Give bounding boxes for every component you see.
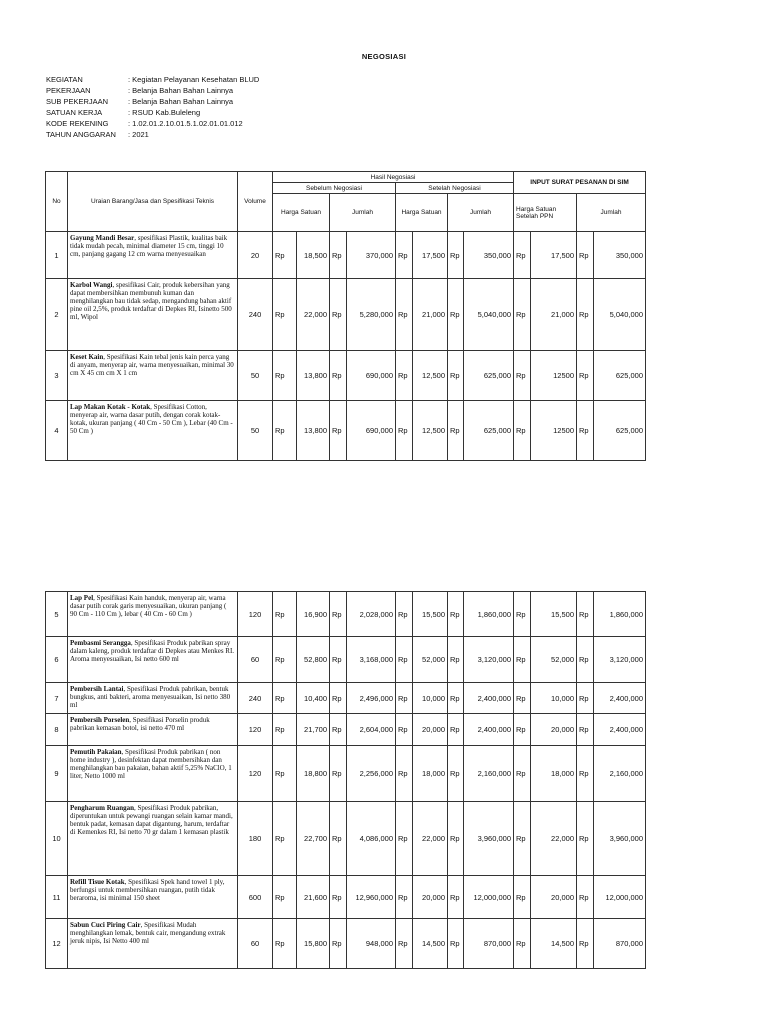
table-row: [46, 802, 646, 876]
currency-label: Rp: [514, 683, 531, 714]
header-jumlah-1: Jumlah: [330, 194, 396, 232]
table-row: [46, 876, 646, 919]
harga-satuan-setelah: 21,000: [413, 279, 448, 351]
jumlah-sebelum: 2,604,000: [347, 714, 396, 746]
currency-label: Rp: [448, 637, 464, 683]
currency-label: Rp: [330, 802, 347, 876]
harga-satuan-sebelum: 21,600: [297, 876, 330, 919]
jumlah-setelah: 2,160,000: [464, 746, 514, 802]
jumlah-setelah: 625,000: [464, 401, 514, 461]
table-row: [46, 592, 646, 637]
table-row: [46, 351, 646, 401]
row-no: 6: [46, 637, 68, 683]
row-no: 5: [46, 592, 68, 637]
row-description: [68, 637, 238, 683]
currency-label: Rp: [448, 592, 464, 637]
currency-label: Rp: [396, 401, 413, 461]
harga-satuan-setelah: 22,000: [413, 802, 448, 876]
meta-key: TAHUN ANGGARAN: [46, 130, 116, 139]
row-volume: 120: [238, 746, 273, 802]
currency-label: Rp: [577, 592, 594, 637]
currency-label: Rp: [514, 714, 531, 746]
header-sebelum: Sebelum Negosiasi: [273, 183, 396, 194]
header-harga-satuan-1: Harga Satuan: [273, 194, 330, 232]
harga-satuan-setelah: 12,500: [413, 351, 448, 401]
currency-label: Rp: [448, 919, 464, 969]
row-no: 7: [46, 683, 68, 714]
currency-label: Rp: [273, 401, 297, 461]
currency-label: Rp: [273, 683, 297, 714]
page-title: NEGOSIASI: [361, 52, 407, 61]
currency-label: Rp: [514, 279, 531, 351]
harga-satuan-sebelum: 18,500: [297, 232, 330, 279]
harga-satuan-ppn: 22,000: [531, 802, 577, 876]
header-no: No: [46, 172, 68, 232]
item-name: Karbol Wangi: [70, 281, 113, 289]
row-volume: 50: [238, 351, 273, 401]
jumlah-sebelum: 948,000: [347, 919, 396, 969]
row-description: [68, 232, 238, 279]
row-description: [68, 279, 238, 351]
row-description: [68, 802, 238, 876]
currency-label: Rp: [577, 351, 594, 401]
meta-key: KODE REKENING: [46, 119, 109, 128]
harga-satuan-sebelum: 21,700: [297, 714, 330, 746]
currency-label: Rp: [577, 279, 594, 351]
table-row: [46, 714, 646, 746]
row-no: 10: [46, 802, 68, 876]
row-no: 9: [46, 746, 68, 802]
currency-label: Rp: [396, 637, 413, 683]
table-row: [46, 746, 646, 802]
row-no: 2: [46, 279, 68, 351]
item-name: Pembersih Lantai: [70, 685, 124, 693]
currency-label: Rp: [577, 802, 594, 876]
currency-label: Rp: [514, 351, 531, 401]
negotiation-table-bottom: [45, 591, 646, 969]
harga-satuan-setelah: 20,000: [413, 714, 448, 746]
row-no: 12: [46, 919, 68, 969]
currency-label: Rp: [577, 876, 594, 919]
jumlah-sim: 625,000: [594, 351, 646, 401]
harga-satuan-setelah: 20,000: [413, 876, 448, 919]
harga-satuan-ppn: 14,500: [531, 919, 577, 969]
jumlah-setelah: 3,960,000: [464, 802, 514, 876]
currency-label: Rp: [330, 232, 347, 279]
item-spec: , Spesifikasi Kain tebal jenis kain perca yang di anyam, menyerap air, warna menyesuaikan, minimal 30 cm X 45 cm cm X 1 cm: [70, 353, 234, 377]
currency-label: Rp: [396, 279, 413, 351]
currency-label: Rp: [396, 683, 413, 714]
row-description: [68, 919, 238, 969]
item-name: Pengharum Ruangan: [70, 804, 134, 812]
harga-satuan-ppn: 20,000: [531, 714, 577, 746]
jumlah-sim: 2,400,000: [594, 714, 646, 746]
meta-row: [46, 129, 259, 140]
harga-satuan-ppn: 15,500: [531, 592, 577, 637]
item-spec: , Spesifikasi Produk pabrikan, diperuntukan untuk pewangi ruangan selain kamar mandi, bentuk padat, kemasan dapat digantung, harum, terdaftar di Kemenkes RI, Isi netto 70 gr dalam 1 kemasan plastik: [70, 804, 233, 836]
currency-label: Rp: [448, 746, 464, 802]
header-volume: Volume: [238, 172, 273, 232]
negotiation-table-top: [45, 171, 646, 461]
row-no: 3: [46, 351, 68, 401]
row-description: [68, 714, 238, 746]
row-volume: 50: [238, 401, 273, 461]
jumlah-sim: 1,860,000: [594, 592, 646, 637]
harga-satuan-ppn: 18,000: [531, 746, 577, 802]
currency-label: Rp: [448, 232, 464, 279]
harga-satuan-ppn: 10,000: [531, 683, 577, 714]
jumlah-sebelum: 12,960,000: [347, 876, 396, 919]
item-name: Pembersih Porselen: [70, 716, 130, 724]
jumlah-sim: 350,000: [594, 232, 646, 279]
harga-satuan-sebelum: 22,700: [297, 802, 330, 876]
currency-label: Rp: [514, 919, 531, 969]
currency-label: Rp: [273, 279, 297, 351]
item-spec: , spesifikasi Cair, produk kebersihan yang dapat membersihkan membunuh kuman dan menghilangkan bau tidak sedap, mengandung bahan aktif pine oil 2,5%, produk terdaftar di Depkes RI, Isinetto 500 ml, Wipol: [70, 281, 232, 321]
harga-satuan-ppn: 17,500: [531, 232, 577, 279]
row-volume: 240: [238, 279, 273, 351]
harga-satuan-sebelum: 10,400: [297, 683, 330, 714]
currency-label: Rp: [273, 351, 297, 401]
currency-label: Rp: [577, 637, 594, 683]
meta-value: : 2021: [128, 130, 149, 139]
row-description: [68, 592, 238, 637]
meta-key: KEGIATAN: [46, 75, 83, 84]
item-spec: , Spesifikasi Mudah menghilangkan lemak, bentuk cair, mengandung extrak jeruk nipis, Isi Netto 400 ml: [70, 921, 226, 945]
jumlah-sebelum: 690,000: [347, 401, 396, 461]
jumlah-setelah: 2,400,000: [464, 683, 514, 714]
item-name: Lap Makan Kotak - Kotak: [70, 403, 151, 411]
meta-row: [46, 85, 259, 96]
harga-satuan-sebelum: 13,800: [297, 351, 330, 401]
meta-value: : Kegiatan Pelayanan Kesehatan BLUD: [128, 75, 260, 84]
jumlah-sim: 5,040,000: [594, 279, 646, 351]
item-spec: , Spesifikasi Kain handuk, menyerap air, warna dasar putih corak garis menyesuaikan, ukuran panjang ( 90 Cm - 110 Cm ), lebar ( 40 Cm - 60 Cm ): [70, 594, 227, 618]
harga-satuan-sebelum: 13,800: [297, 401, 330, 461]
row-description: [68, 876, 238, 919]
jumlah-sim: 2,160,000: [594, 746, 646, 802]
jumlah-setelah: 12,000,000: [464, 876, 514, 919]
header-hasil: Hasil Negosiasi: [273, 172, 514, 183]
table-row: [46, 401, 646, 461]
currency-label: Rp: [396, 919, 413, 969]
jumlah-sim: 3,120,000: [594, 637, 646, 683]
jumlah-sebelum: 2,028,000: [347, 592, 396, 637]
jumlah-sebelum: 370,000: [347, 232, 396, 279]
row-description: [68, 746, 238, 802]
currency-label: Rp: [577, 232, 594, 279]
currency-label: Rp: [396, 876, 413, 919]
row-volume: 240: [238, 683, 273, 714]
currency-label: Rp: [330, 351, 347, 401]
currency-label: Rp: [396, 802, 413, 876]
currency-label: Rp: [330, 746, 347, 802]
meta-row: [46, 96, 259, 107]
row-volume: 600: [238, 876, 273, 919]
currency-label: Rp: [514, 876, 531, 919]
meta-value: : RSUD Kab.Buleleng: [128, 108, 201, 117]
currency-label: Rp: [514, 401, 531, 461]
jumlah-setelah: 870,000: [464, 919, 514, 969]
item-name: Keset Kain: [70, 353, 104, 361]
harga-satuan-ppn: 52,000: [531, 637, 577, 683]
currency-label: Rp: [396, 746, 413, 802]
item-name: Gayung Mandi Besar: [70, 234, 135, 242]
currency-label: Rp: [396, 232, 413, 279]
jumlah-setelah: 3,120,000: [464, 637, 514, 683]
currency-label: Rp: [330, 714, 347, 746]
currency-label: Rp: [273, 876, 297, 919]
currency-label: Rp: [330, 637, 347, 683]
table-row: [46, 637, 646, 683]
jumlah-setelah: 350,000: [464, 232, 514, 279]
currency-label: Rp: [514, 232, 531, 279]
row-volume: 120: [238, 714, 273, 746]
currency-label: Rp: [273, 714, 297, 746]
currency-label: Rp: [514, 802, 531, 876]
jumlah-sim: 2,400,000: [594, 683, 646, 714]
table-row: [46, 683, 646, 714]
table-row: [46, 232, 646, 279]
currency-label: Rp: [448, 683, 464, 714]
currency-label: Rp: [577, 683, 594, 714]
header-jumlah-3: Jumlah: [577, 194, 646, 232]
harga-satuan-setelah: 18,000: [413, 746, 448, 802]
header-input: INPUT SURAT PESANAN DI SIM: [514, 172, 646, 194]
row-no: 4: [46, 401, 68, 461]
currency-label: Rp: [577, 714, 594, 746]
jumlah-sebelum: 2,496,000: [347, 683, 396, 714]
currency-label: Rp: [396, 592, 413, 637]
currency-label: Rp: [514, 746, 531, 802]
header-uraian: Uraian Barang/Jasa dan Spesifikasi Teknis: [68, 172, 238, 232]
harga-satuan-ppn: 21,000: [531, 279, 577, 351]
currency-label: Rp: [273, 592, 297, 637]
currency-label: Rp: [330, 279, 347, 351]
meta-value: : Belanja Bahan Bahan Lainnya: [128, 97, 234, 106]
currency-label: Rp: [330, 401, 347, 461]
header-setelah: Setelah Negosiasi: [396, 183, 514, 194]
row-no: 11: [46, 876, 68, 919]
currency-label: Rp: [273, 746, 297, 802]
harga-satuan-ppn: 12500: [531, 351, 577, 401]
jumlah-sebelum: 690,000: [347, 351, 396, 401]
header-harga-satuan-2: Harga Satuan: [396, 194, 448, 232]
row-description: [68, 401, 238, 461]
currency-label: Rp: [396, 351, 413, 401]
item-name: Pemutih Pakaian: [70, 748, 122, 756]
currency-label: Rp: [273, 637, 297, 683]
meta-key: SATUAN KERJA: [46, 108, 103, 117]
currency-label: Rp: [577, 919, 594, 969]
row-description: [68, 351, 238, 401]
currency-label: Rp: [273, 802, 297, 876]
meta-key: SUB PEKERJAAN: [46, 97, 109, 106]
currency-label: Rp: [330, 876, 347, 919]
meta-row: [46, 74, 259, 85]
jumlah-sebelum: 5,280,000: [347, 279, 396, 351]
item-spec: , Spesifikasi Produk pabrikan ( non home industry ), desinfektan dapat membersihkan dan menghilangkan bau pakaian, bahan aktif 5,25% NaClO, 1 liter, Netto 1000 ml: [70, 748, 232, 780]
harga-satuan-sebelum: 16,900: [297, 592, 330, 637]
harga-satuan-setelah: 12,500: [413, 401, 448, 461]
jumlah-sebelum: 4,086,000: [347, 802, 396, 876]
meta-key: PEKERJAAN: [46, 86, 91, 95]
currency-label: Rp: [514, 592, 531, 637]
item-spec: , Spesifikasi Cotton, menyerap air, warna dasar putih, dengan corak kotak-kotak, ukuran panjang ( 40 Cm - 50 Cm ), Lebar (40 Cm - 50 Cm ): [70, 403, 233, 435]
currency-label: Rp: [273, 919, 297, 969]
harga-satuan-sebelum: 15,800: [297, 919, 330, 969]
jumlah-setelah: 2,400,000: [464, 714, 514, 746]
meta-row: [46, 107, 259, 118]
item-name: Sabun Cuci Piring Cair: [70, 921, 141, 929]
meta-row: [46, 118, 259, 129]
row-no: 8: [46, 714, 68, 746]
harga-satuan-ppn: 12500: [531, 401, 577, 461]
jumlah-sebelum: 2,256,000: [347, 746, 396, 802]
currency-label: Rp: [448, 401, 464, 461]
item-spec: , Spesifikasi Produk pabrikan spray dalam kaleng, produk terdaftar di Depkes atau Menkes RI. Aroma menyesuaikan, Isi netto 600 ml: [70, 639, 235, 663]
currency-label: Rp: [448, 876, 464, 919]
header-harga-satuan-ppn: Harga Satuan Setelah PPN: [514, 194, 577, 232]
item-spec: , spesifikasi Plastik, kualitas baik tidak mudah pecah, minimal diameter 15 cm, tinggi 10 cm, panjang gagang 12 cm warna menyesuaikan: [70, 234, 228, 258]
item-name: Refill Tisue Kotak: [70, 878, 125, 886]
row-volume: 120: [238, 592, 273, 637]
item-spec: , Spesifikasi Produk pabrikan, bentuk bungkus, anti bakteri, aroma menyesuaikan, Isi netto 380 ml: [70, 685, 231, 709]
currency-label: Rp: [577, 746, 594, 802]
harga-satuan-setelah: 17,500: [413, 232, 448, 279]
header-jumlah-2: Jumlah: [448, 194, 514, 232]
jumlah-setelah: 5,040,000: [464, 279, 514, 351]
document-meta: [46, 74, 259, 140]
jumlah-setelah: 1,860,000: [464, 592, 514, 637]
currency-label: Rp: [448, 714, 464, 746]
meta-value: : Belanja Bahan Bahan Lainnya: [128, 86, 234, 95]
harga-satuan-setelah: 10,000: [413, 683, 448, 714]
currency-label: Rp: [577, 401, 594, 461]
harga-satuan-sebelum: 18,800: [297, 746, 330, 802]
jumlah-setelah: 625,000: [464, 351, 514, 401]
harga-satuan-sebelum: 52,800: [297, 637, 330, 683]
item-spec: , Spesifikasi Porselin produk pabrikan kemasan botol, isi netto 470 ml: [70, 716, 210, 732]
currency-label: Rp: [330, 683, 347, 714]
harga-satuan-setelah: 15,500: [413, 592, 448, 637]
currency-label: Rp: [330, 592, 347, 637]
item-spec: , Spesifikasi Spek hand towel 1 ply, berfungsi untuk membersihkan ruangan, putih tidak beraroma, isi minimal 150 sheet: [70, 878, 225, 902]
row-volume: 60: [238, 637, 273, 683]
harga-satuan-setelah: 14,500: [413, 919, 448, 969]
item-name: Lap Pel: [70, 594, 94, 602]
currency-label: Rp: [330, 919, 347, 969]
currency-label: Rp: [448, 802, 464, 876]
jumlah-sebelum: 3,168,000: [347, 637, 396, 683]
harga-satuan-sebelum: 22,000: [297, 279, 330, 351]
harga-satuan-setelah: 52,000: [413, 637, 448, 683]
item-name: Pembasmi Serangga: [70, 639, 131, 647]
currency-label: Rp: [448, 279, 464, 351]
row-volume: 60: [238, 919, 273, 969]
meta-value: : 1.02.01.2.10.01.5.1.02.01.01.012: [128, 119, 243, 128]
row-volume: 20: [238, 232, 273, 279]
row-description: [68, 683, 238, 714]
currency-label: Rp: [396, 714, 413, 746]
currency-label: Rp: [448, 351, 464, 401]
currency-label: Rp: [514, 637, 531, 683]
currency-label: Rp: [273, 232, 297, 279]
table-row: [46, 279, 646, 351]
row-no: 1: [46, 232, 68, 279]
jumlah-sim: 625,000: [594, 401, 646, 461]
row-volume: 180: [238, 802, 273, 876]
jumlah-sim: 870,000: [594, 919, 646, 969]
jumlah-sim: 3,960,000: [594, 802, 646, 876]
table-row: [46, 919, 646, 969]
harga-satuan-ppn: 20,000: [531, 876, 577, 919]
jumlah-sim: 12,000,000: [594, 876, 646, 919]
